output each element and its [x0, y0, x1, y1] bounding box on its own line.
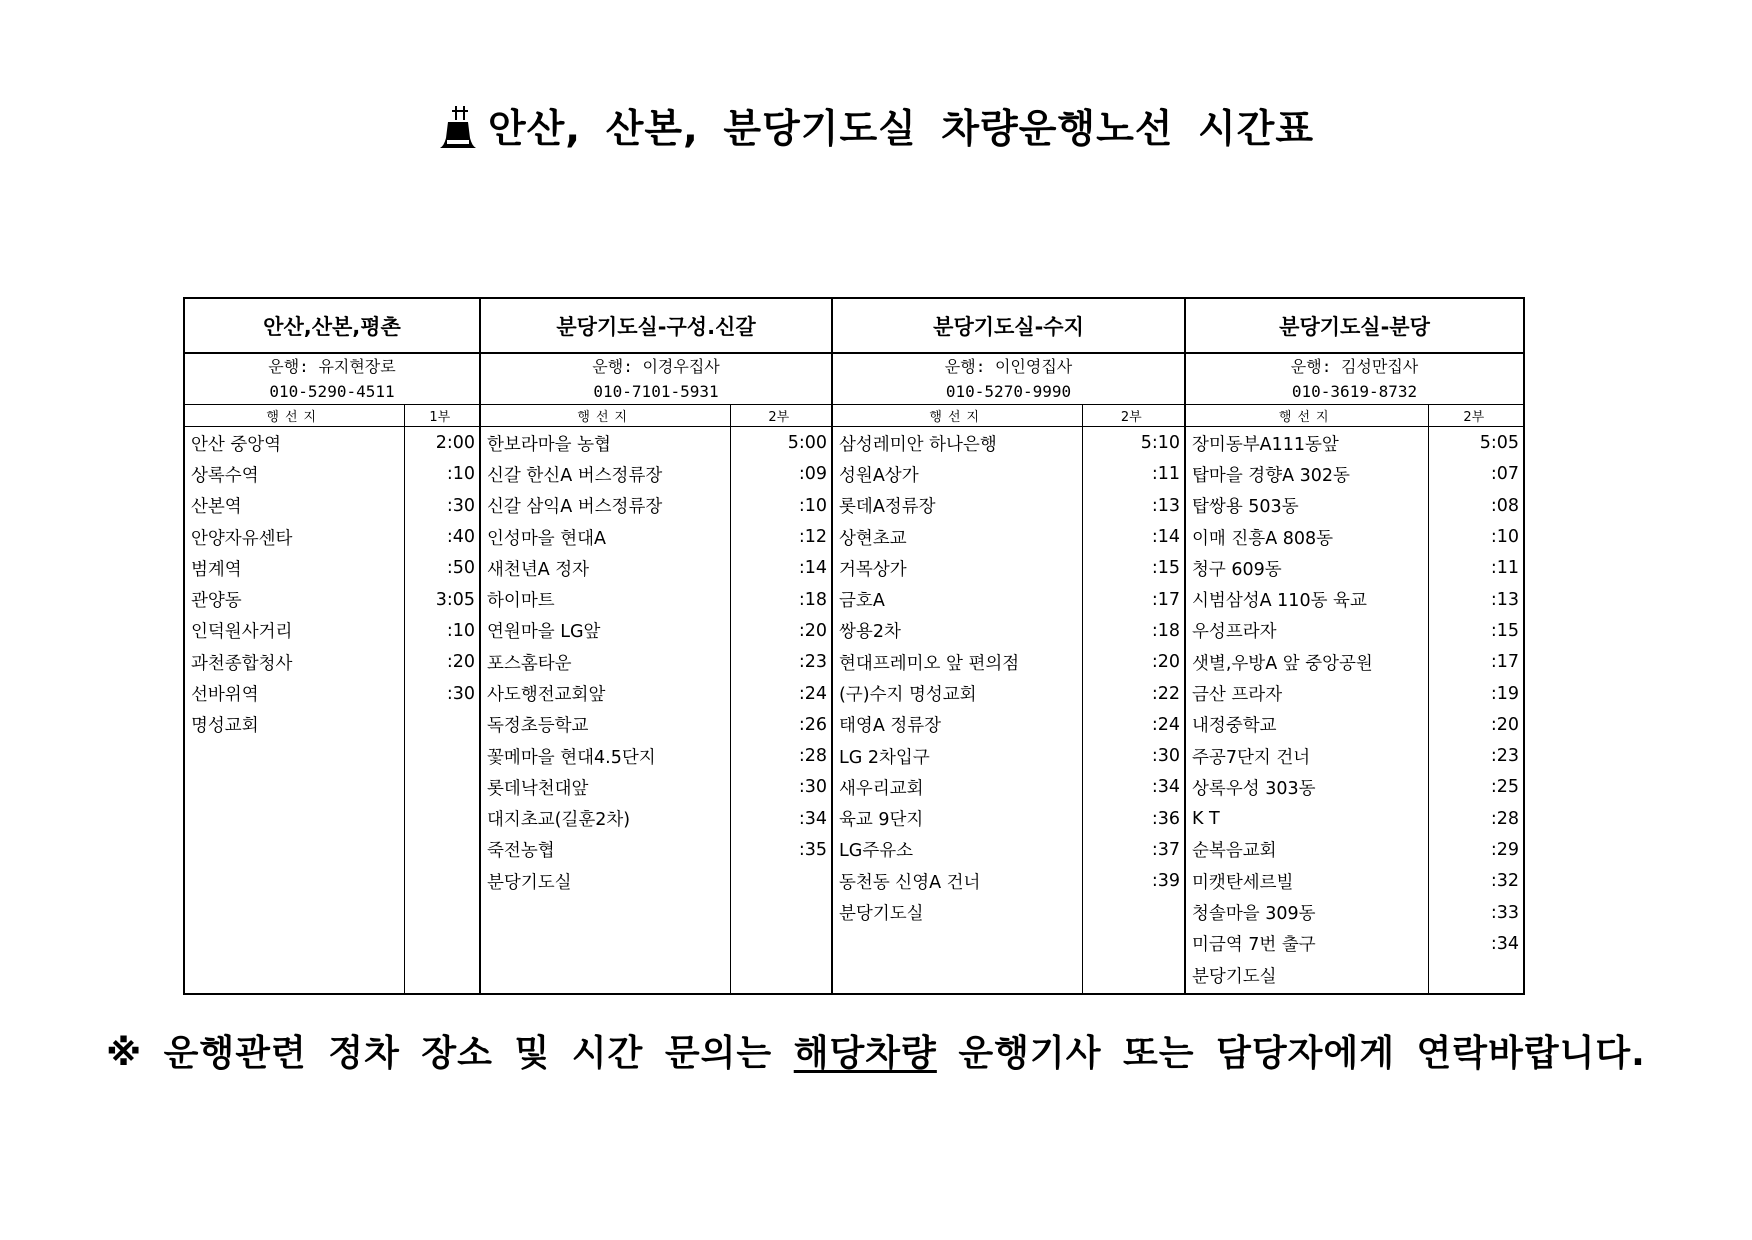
stop-time: 3:05	[404, 584, 480, 615]
stop-time: :24	[1082, 709, 1185, 740]
stop-name: 새우리교회	[832, 772, 1082, 803]
stop-time: :10	[404, 615, 480, 646]
stop-time: :26	[730, 709, 832, 740]
stop-time: :28	[730, 740, 832, 771]
stop-name	[184, 866, 404, 897]
stop-name: 안양자유센타	[191, 528, 293, 549]
table-row	[184, 615, 1524, 646]
stop-name	[184, 834, 404, 865]
table-row	[184, 521, 1524, 552]
empty-cell	[730, 991, 832, 994]
operator-phone: 010-3619-8732	[1291, 382, 1418, 402]
stop-name: 미금역 7번 출구	[1185, 928, 1428, 959]
stop-name: 신갈 삼익A 버스정류장	[480, 490, 730, 521]
stop-column-header: 행선지	[184, 405, 404, 427]
stop-name: 금산 프라자	[1185, 678, 1428, 709]
operator-info	[832, 353, 1185, 405]
operator-phone: 010-5290-4511	[269, 382, 395, 402]
stop-time: :12	[730, 521, 832, 552]
stop-time: :23	[1428, 740, 1524, 771]
stop-name: 탑마을 경향A 302동	[1185, 459, 1428, 490]
stop-name: 인덕원사거리	[191, 622, 293, 643]
stop-name	[832, 928, 1082, 959]
stop-time	[730, 866, 832, 897]
stop-name: 상록수역	[191, 465, 259, 486]
contact-notice	[0, 1025, 1752, 1076]
stop-column-header: 행선지	[1185, 405, 1428, 427]
stop-name	[184, 928, 404, 959]
stop-name: 주공7단지 건너	[1185, 740, 1428, 771]
table-row	[184, 928, 1524, 959]
stop-time: :08	[1428, 490, 1524, 521]
stop-name: LG주유소	[832, 834, 1082, 865]
stop-name: 포스홈타운	[480, 647, 730, 678]
stop-name: 이매 진흥A 808동	[1185, 521, 1428, 552]
stop-time: :37	[1082, 834, 1185, 865]
title-text: 안산, 산본, 분당기도실 차량운행노선 시간표	[487, 107, 1315, 152]
stop-time: :10	[730, 490, 832, 521]
stop-name: 인성마을 현대A	[480, 521, 730, 552]
operator-info	[184, 353, 480, 405]
stop-time	[730, 897, 832, 928]
stop-name: 안산 중앙역	[191, 434, 282, 455]
stop-time: :25	[1428, 772, 1524, 803]
operator-name: 운행: 유지현장로	[268, 357, 396, 377]
stop-time	[404, 740, 480, 771]
stop-name	[184, 740, 404, 771]
stop-name: 미캣탄세르빌	[1185, 866, 1428, 897]
empty-cell	[1185, 991, 1428, 994]
stop-name	[184, 897, 404, 928]
route-name: 안산,산본,평촌	[184, 298, 480, 353]
empty-cell	[1428, 991, 1524, 994]
stop-time	[404, 803, 480, 834]
stop-time: :36	[1082, 803, 1185, 834]
time-column-header: 2부	[730, 405, 832, 427]
stop-time	[404, 866, 480, 897]
time-column-header: 2부	[1082, 405, 1185, 427]
notice-prefix: ※ 운행관련 정차 장소 및 시간 문의는	[106, 1033, 794, 1074]
stop-name	[480, 960, 730, 991]
stop-time	[404, 897, 480, 928]
empty-cell	[1082, 991, 1185, 994]
stop-time	[1082, 960, 1185, 991]
stop-time: :22	[1082, 678, 1185, 709]
stop-name: 관양동	[191, 591, 242, 612]
stop-name: 명성교회	[191, 716, 259, 737]
operator-name: 운행: 김성만집사	[1290, 357, 1419, 377]
stop-time: :23	[730, 647, 832, 678]
stop-name: 샛별,우방A 앞 중앙공원	[1185, 647, 1428, 678]
table-row	[184, 803, 1524, 834]
stop-name: 태영A 정류장	[832, 709, 1082, 740]
stop-time: :20	[404, 647, 480, 678]
stop-name	[184, 772, 404, 803]
stop-name: 연원마을 LG앞	[480, 615, 730, 646]
stop-column-header: 행선지	[480, 405, 730, 427]
church-logo-icon	[438, 104, 478, 152]
empty-cell	[184, 991, 404, 994]
table-row	[184, 553, 1524, 584]
stop-time	[404, 709, 480, 740]
stop-name: 순복음교회	[1185, 834, 1428, 865]
notice-underline: 해당차량	[793, 1033, 937, 1074]
stop-name	[832, 960, 1082, 991]
stop-time: :14	[730, 553, 832, 584]
stop-name: 동천동 신영A 건너	[832, 866, 1082, 897]
stop-time: :11	[1428, 553, 1524, 584]
table-row	[184, 647, 1524, 678]
operator-info	[1185, 353, 1524, 405]
stop-name	[480, 897, 730, 928]
empty-cell	[832, 991, 1082, 994]
time-column-header: 1부	[404, 405, 480, 427]
stop-time: :18	[1082, 615, 1185, 646]
stop-name: LG 2차입구	[832, 740, 1082, 771]
stop-name: 죽전농협	[480, 834, 730, 865]
page-title	[0, 98, 1752, 156]
schedule-table	[183, 297, 1525, 995]
notice-suffix: 운행기사 또는 담당자에게 연락바랍니다.	[936, 1033, 1646, 1074]
empty-cell	[480, 991, 730, 994]
stop-name: 꽃메마을 현대4.5단지	[480, 740, 730, 771]
table-row	[184, 678, 1524, 709]
stop-name: 육교 9단지	[832, 803, 1082, 834]
stop-name: 시범삼성A 110동 육교	[1185, 584, 1428, 615]
stop-name: 거목상가	[832, 553, 1082, 584]
stop-time	[1428, 960, 1524, 991]
stop-time: :15	[1428, 615, 1524, 646]
stop-name: 독정초등학교	[480, 709, 730, 740]
stop-time: :09	[730, 459, 832, 490]
stop-name: 청솔마을 309동	[1185, 897, 1428, 928]
stop-time	[404, 834, 480, 865]
stop-name: 현대프레미오 앞 편의점	[832, 647, 1082, 678]
stop-column-header: 행선지	[832, 405, 1082, 427]
stop-time: :30	[730, 772, 832, 803]
stop-name: 청구 609동	[1185, 553, 1428, 584]
stop-name: 롯데낙천대앞	[480, 772, 730, 803]
stop-time: :10	[404, 459, 480, 490]
table-row	[184, 427, 1524, 459]
stop-time	[404, 960, 480, 991]
stop-name	[480, 928, 730, 959]
stop-time: :28	[1428, 803, 1524, 834]
stop-time: :34	[1082, 772, 1185, 803]
stop-name: 우성프라자	[1185, 615, 1428, 646]
stop-name: 내정중학교	[1185, 709, 1428, 740]
route-name: 분당기도실-분당	[1185, 298, 1524, 353]
stop-time: 2:00	[404, 427, 480, 459]
stop-time: :29	[1428, 834, 1524, 865]
stop-time: :32	[1428, 866, 1524, 897]
stop-time: :24	[730, 678, 832, 709]
stop-time	[1082, 897, 1185, 928]
stop-name: 범계역	[191, 559, 242, 580]
stop-time	[404, 772, 480, 803]
stop-time: :20	[730, 615, 832, 646]
operator-name: 운행: 이경우집사	[592, 357, 720, 377]
stop-time: :13	[1082, 490, 1185, 521]
stop-name: 분당기도실	[480, 866, 730, 897]
stop-name: 하이마트	[480, 584, 730, 615]
stop-time	[404, 928, 480, 959]
stop-name	[184, 960, 404, 991]
stop-time: :39	[1082, 866, 1185, 897]
time-column-header: 2부	[1428, 405, 1524, 427]
stop-name: 한보라마을 농협	[480, 427, 730, 459]
stop-time: 5:05	[1428, 427, 1524, 459]
operator-row	[184, 353, 1524, 405]
table-row	[184, 584, 1524, 615]
route-header-row	[184, 298, 1524, 353]
stop-time: :50	[404, 553, 480, 584]
stop-time	[1082, 928, 1185, 959]
stop-time: :30	[1082, 740, 1185, 771]
stop-time	[730, 928, 832, 959]
stop-name: 과천종합청사	[191, 653, 293, 674]
stop-name: (구)수지 명성교회	[832, 678, 1082, 709]
stop-time: :19	[1428, 678, 1524, 709]
stop-name: 신갈 한신A 버스정류장	[480, 459, 730, 490]
column-header-row	[184, 405, 1524, 427]
stop-time: :17	[1428, 647, 1524, 678]
stop-name: 사도행전교회앞	[480, 678, 730, 709]
stop-name	[184, 803, 404, 834]
table-row	[184, 740, 1524, 771]
stop-name: 상록우성 303동	[1185, 772, 1428, 803]
table-row	[184, 772, 1524, 803]
table-row	[184, 709, 1524, 740]
stop-time: 5:10	[1082, 427, 1185, 459]
table-row	[184, 897, 1524, 928]
stop-name: 상현초교	[832, 521, 1082, 552]
route-name: 분당기도실-수지	[832, 298, 1185, 353]
stop-time: :07	[1428, 459, 1524, 490]
route-name: 분당기도실-구성.신갈	[480, 298, 832, 353]
stop-time: :15	[1082, 553, 1185, 584]
stop-name: 새천년A 정자	[480, 553, 730, 584]
table-row	[184, 960, 1524, 991]
stop-time: :35	[730, 834, 832, 865]
operator-phone: 010-7101-5931	[593, 382, 719, 402]
stop-time: :33	[1428, 897, 1524, 928]
operator-phone: 010-5270-9990	[945, 382, 1072, 402]
operator-name: 운행: 이인영집사	[944, 357, 1073, 377]
stop-time: :34	[1428, 928, 1524, 959]
table-row	[184, 866, 1524, 897]
stop-name: 선바위역	[191, 685, 259, 705]
stop-time: :13	[1428, 584, 1524, 615]
stop-name: 장미동부A111동앞	[1185, 427, 1428, 459]
stop-time: :30	[404, 490, 480, 521]
stop-name: 삼성레미안 하나은행	[832, 427, 1082, 459]
stop-name: 탑쌍용 503동	[1185, 490, 1428, 521]
stop-name: 쌍용2차	[832, 615, 1082, 646]
stop-name: K T	[1185, 803, 1428, 834]
stop-time: :11	[1082, 459, 1185, 490]
table-row	[184, 490, 1524, 521]
operator-info	[480, 353, 832, 405]
stop-time: :18	[730, 584, 832, 615]
stop-time: :20	[1428, 709, 1524, 740]
stop-time: 5:00	[730, 427, 832, 459]
stop-name: 산본역	[191, 497, 242, 518]
stop-time: :17	[1082, 584, 1185, 615]
stop-name: 분당기도실	[1185, 960, 1428, 991]
table-row	[184, 834, 1524, 865]
stop-time	[730, 960, 832, 991]
stop-name: 금호A	[832, 584, 1082, 615]
stop-time: :14	[1082, 521, 1185, 552]
stop-time: :34	[730, 803, 832, 834]
stop-name: 성원A상가	[832, 459, 1082, 490]
stop-name: 분당기도실	[832, 897, 1082, 928]
stop-time: :20	[1082, 647, 1185, 678]
filler-row	[184, 991, 1524, 994]
stop-name: 대지초교(길훈2차)	[480, 803, 730, 834]
empty-cell	[404, 991, 480, 994]
stop-time: :40	[404, 521, 480, 552]
stop-time: :30	[404, 678, 480, 709]
table-row	[184, 459, 1524, 490]
stop-name: 롯데A정류장	[832, 490, 1082, 521]
stop-time: :10	[1428, 521, 1524, 552]
